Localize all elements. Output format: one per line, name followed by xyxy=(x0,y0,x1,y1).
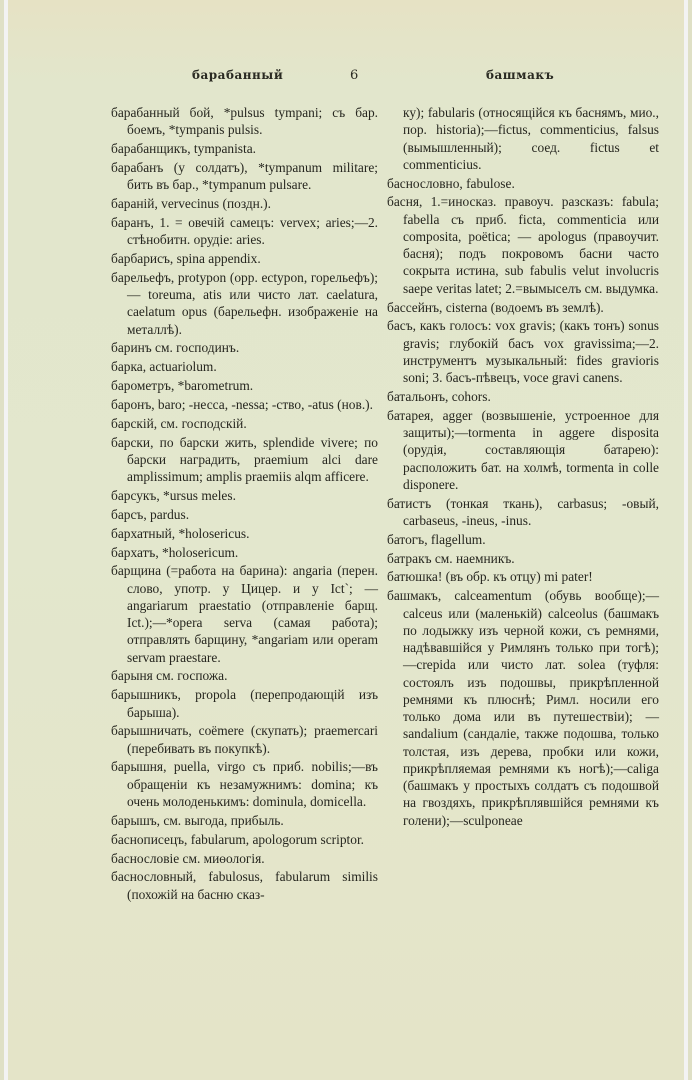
page-number: 6 xyxy=(350,68,359,83)
dictionary-entry: баснословіе см. миѳологія. xyxy=(111,850,265,866)
header-last-word: башмакъ xyxy=(486,68,555,82)
dictionary-entry: барабанщикъ, tympanista. xyxy=(111,141,257,157)
dictionary-entry: бархатный, *holosericus. xyxy=(111,525,250,541)
dictionary-entry: барсъ, pardus. xyxy=(111,506,190,522)
dictionary-entry: баснописецъ, fabularum, apologorum scriptor. xyxy=(111,831,365,847)
dictionary-entry: бассейнъ, cisterna (водоемъ въ землѣ). xyxy=(387,299,604,315)
dictionary-entry: баронъ, baro; -несса, -nessa; -ство, -atus (нов.). xyxy=(111,396,373,412)
dictionary-entry: батистъ (тонкая ткань), carbasus; -овый, carbaseus, -ineus, -inus. xyxy=(387,495,659,528)
entry-continuation: ку); fabularis (относящійся къ баснямъ, мио., пор. historia);—fictus, commenticius, falsus (вымышленный); соед. fictus et commenticius. xyxy=(403,105,659,172)
dictionary-entry: барышъ, см. выгода, прибыль. xyxy=(111,812,284,828)
dictionary-entry: барка, actuariolum. xyxy=(111,359,217,375)
dictionary-entry: баснословный, fabulosus, fabularum similis (похожій на басню сказ- xyxy=(111,869,378,902)
dictionary-entry: барабанный бой, *pulsus tympani; съ бар. боемъ, *tympanis pulsis. xyxy=(111,105,378,138)
header-first-word: барабанный xyxy=(192,68,284,82)
dictionary-page xyxy=(4,0,688,1080)
dictionary-entry: барабанъ (у солдатъ), *tympanum militare; бить въ бар., *tympanum pulsare. xyxy=(111,159,378,193)
dictionary-entry: барельефъ, protypon (opp. ectypon, горельефъ); — toreuma, atis или чисто лат. caelatura, caelatum opus (барельефн. изображеніе на металлѣ). xyxy=(111,269,378,337)
dictionary-entry: барсукъ, *ursus meles. xyxy=(111,487,236,503)
running-header xyxy=(104,68,604,88)
page-edge-left xyxy=(4,0,8,1080)
dictionary-entry: барыня см. госпожа. xyxy=(111,668,228,684)
dictionary-entry: барщина (=работа на барина): angaria (перен. слово, употр. у Цицер. и у Ict`; — angariarum praestatio (отправленіе барщ. Ict.);—*opera serva (самая работа); отправлять барщину, *angariam или operam servam praestare. xyxy=(111,563,378,665)
dictionary-entry: баранъ, 1. = овечій самецъ: vervex; aries;—2. стѣнобитн. орудіе: aries. xyxy=(111,214,378,248)
dictionary-entry: барскій, см. господскій. xyxy=(111,415,247,431)
dictionary-entry: баснословно, fabulose. xyxy=(387,175,515,191)
right-column xyxy=(387,104,659,830)
dictionary-entry: бархатъ, *holosericum. xyxy=(111,544,239,560)
dictionary-entry: бараній, vervecinus (поздн.). xyxy=(111,196,271,212)
dictionary-entry: батогъ, flagellum. xyxy=(387,531,486,547)
dictionary-entry: батальонъ, cohors. xyxy=(387,388,491,404)
dictionary-entry: батракъ см. наемникъ. xyxy=(387,550,515,566)
dictionary-entry: башмакъ, calceamentum (обувь вообще);—calceus или (маленькій) calceolus (башмакъ по лодыжку изъ черной кожи, съ ремнями, надѣвавшійся у Римлянъ только при тогѣ);—crepida или чисто лат. solea (туфля: состоялъ изъ подошвы, прикрѣпленной ремнями къ плюснѣ; Римл. носили его только дома или въ путешествіи); — sandalium (сандаліе, также подошва, только толстая, изъ дерева, пробки или кожи, прикрѣпляемая ремнями къ ногѣ);—caliga (башмакъ у простыхъ солдатъ съ подошвой на гвоздяхъ, прикрѣплявшійся ремнями къ голени);—sculponeae xyxy=(387,588,659,828)
dictionary-entry: барбарисъ, spina appendix. xyxy=(111,250,261,266)
dictionary-entry: барометръ, *barometrum. xyxy=(111,378,254,394)
page-edge-right xyxy=(684,0,688,1080)
dictionary-entry: батюшка! (въ обр. къ отцу) mi pater! xyxy=(387,569,593,585)
dictionary-entry: басъ, какъ голосъ: vox gravis; (какъ тонъ) sonus gravis; глубокій басъ vox gravissima;—2. инструментъ музыкальный: fides gravioris soni; 3. басъ-пѣвецъ, voce gravi canens. xyxy=(387,318,659,386)
dictionary-entry: басня, 1.=иносказ. правоуч. разсказъ: fabula; fabella съ приб. ficta, commenticia или composita, poëtica; — apologus (правоучит. басня); подъ покровомъ басни часто сокрыта истина, sub fabulis velut involucris saepe veritas latet; 2.=вымыселъ см. выдумка. xyxy=(387,194,659,296)
dictionary-entry: барышня, puella, virgo съ приб. nobilis;—въ обращеніи къ незамужнимъ: domina; къ очень молоденькимъ: dominula, domicella. xyxy=(111,759,378,809)
dictionary-entry: барски, по барски жить, splendide vivere; по барски наградить, praemium alci dare amplissimum; amplis praemiis alqm afficere. xyxy=(111,434,378,485)
left-column xyxy=(111,104,378,904)
dictionary-entry: барышничать, coëmere (скупать); praemercari (перебивать въ покупкѣ). xyxy=(111,723,378,756)
dictionary-entry: баринъ см. господинъ. xyxy=(111,340,240,356)
dictionary-entry: батарея, agger (возвышеніе, устроенное для защиты);—tormenta in aggere disposita (орудія, составляющія батарею): расположить бат. на холмѣ, tormenta in colle disponere. xyxy=(387,407,659,492)
dictionary-entry: барышникъ, propola (перепродающій изъ барыша). xyxy=(111,687,378,720)
